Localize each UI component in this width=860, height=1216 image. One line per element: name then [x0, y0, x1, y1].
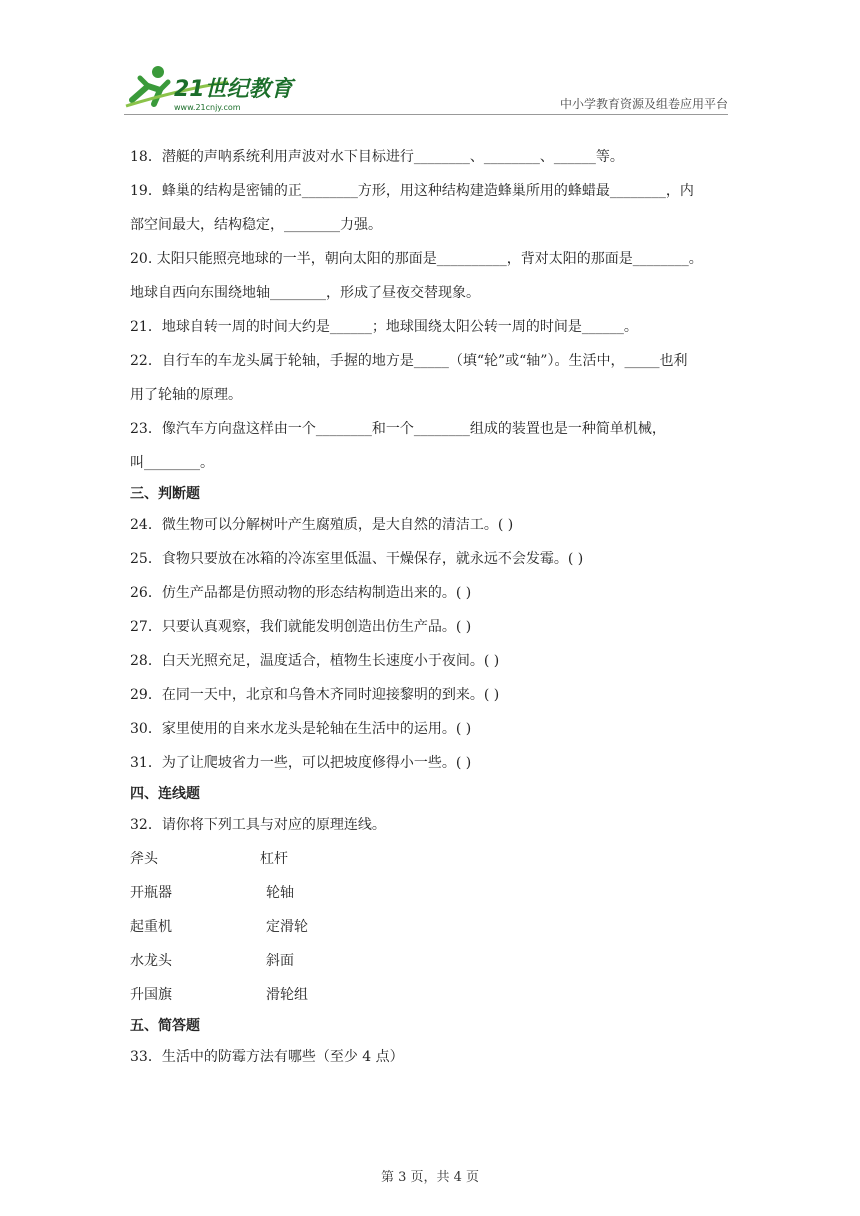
question-line: 地球自西向东围绕地轴________，形成了昼夜交替现象。	[130, 285, 480, 301]
page-header	[0, 0, 860, 120]
matching-tool: 斧头	[130, 851, 158, 867]
judgement-item: 27．只要认真观察，我们就能发明创造出仿生产品。( )	[130, 619, 472, 635]
question-line: 19．蜂巢的结构是密铺的正________方形，用这种结构建造蜂巢所用的蜂蜡最________，内	[130, 183, 694, 199]
matching-row	[130, 876, 730, 910]
question-line: 用了轮轴的原理。	[130, 387, 242, 403]
question-line: 22．自行车的车龙头属于轮轴，手握的地方是_____（填“轮”或“轴”）。生活中，_____也利	[130, 353, 688, 369]
platform-name: 中小学教育资源及组卷应用平台	[559, 97, 728, 111]
matching-row	[130, 944, 730, 978]
section-title-matching: 四、连线题	[130, 786, 200, 802]
judgement-item: 31．为了让爬坡省力一些，可以把坡度修得小一些。( )	[130, 755, 472, 771]
judgement-item: 26．仿生产品都是仿照动物的形态结构制造出来的。( )	[130, 585, 472, 601]
question-line: 18．潜艇的声呐系统利用声波对水下目标进行________、________、______等。	[130, 149, 624, 165]
matching-tool: 起重机	[130, 919, 172, 935]
matching-principle: 杠杆	[260, 851, 288, 867]
matching-principle: 轮轴	[266, 885, 294, 901]
matching-principle: 斜面	[266, 953, 294, 969]
question-line: 20. 太阳只能照亮地球的一半，朝向太阳的那面是__________，背对太阳的那面是________。	[130, 251, 703, 267]
matching-tool: 开瓶器	[130, 885, 172, 901]
logo-url: www.21cnjy.com	[174, 103, 241, 112]
question-line: 21．地球自转一周的时间大约是______；地球围绕太阳公转一周的时间是______。	[130, 319, 638, 335]
judgement-item: 28．白天光照充足，温度适合，植物生长速度小于夜间。( )	[130, 653, 500, 669]
logo-icon	[118, 60, 298, 116]
matching-question: 32．请你将下列工具与对应的原理连线。	[130, 817, 386, 833]
matching-tool: 升国旗	[130, 987, 172, 1003]
short-answer-question: 33．生活中的防霉方法有哪些（至少 4 点）	[130, 1049, 404, 1065]
section-title-judgement: 三、判断题	[130, 486, 200, 502]
matching-row	[130, 842, 730, 876]
matching-principle: 定滑轮	[266, 919, 308, 935]
matching-principle: 滑轮组	[266, 987, 308, 1003]
document-body	[130, 140, 730, 1074]
judgement-item: 30．家里使用的自来水龙头是轮轴在生活中的运用。( )	[130, 721, 472, 737]
logo-text: 21世纪教育	[174, 77, 293, 102]
matching-row	[130, 910, 730, 944]
judgement-item: 29．在同一天中，北京和乌鲁木齐同时迎接黎明的到来。( )	[130, 687, 500, 703]
question-line: 叫________。	[130, 455, 214, 471]
page-number: 第 3 页，共 4 页	[380, 1170, 480, 1185]
judgement-item: 24．微生物可以分解树叶产生腐殖质，是大自然的清洁工。( )	[130, 517, 514, 533]
question-line: 23．像汽车方向盘这样由一个________和一个________组成的装置也是一种简单机械，	[130, 421, 666, 437]
judgement-item: 25．食物只要放在冰箱的冷冻室里低温、干燥保存，就永远不会发霉。( )	[130, 551, 584, 567]
section-title-short-answer: 五、简答题	[130, 1018, 200, 1034]
question-line: 部空间最大，结构稳定，________力强。	[130, 217, 382, 233]
matching-tool: 水龙头	[130, 953, 172, 969]
matching-row	[130, 978, 730, 1012]
header-divider	[124, 114, 728, 115]
